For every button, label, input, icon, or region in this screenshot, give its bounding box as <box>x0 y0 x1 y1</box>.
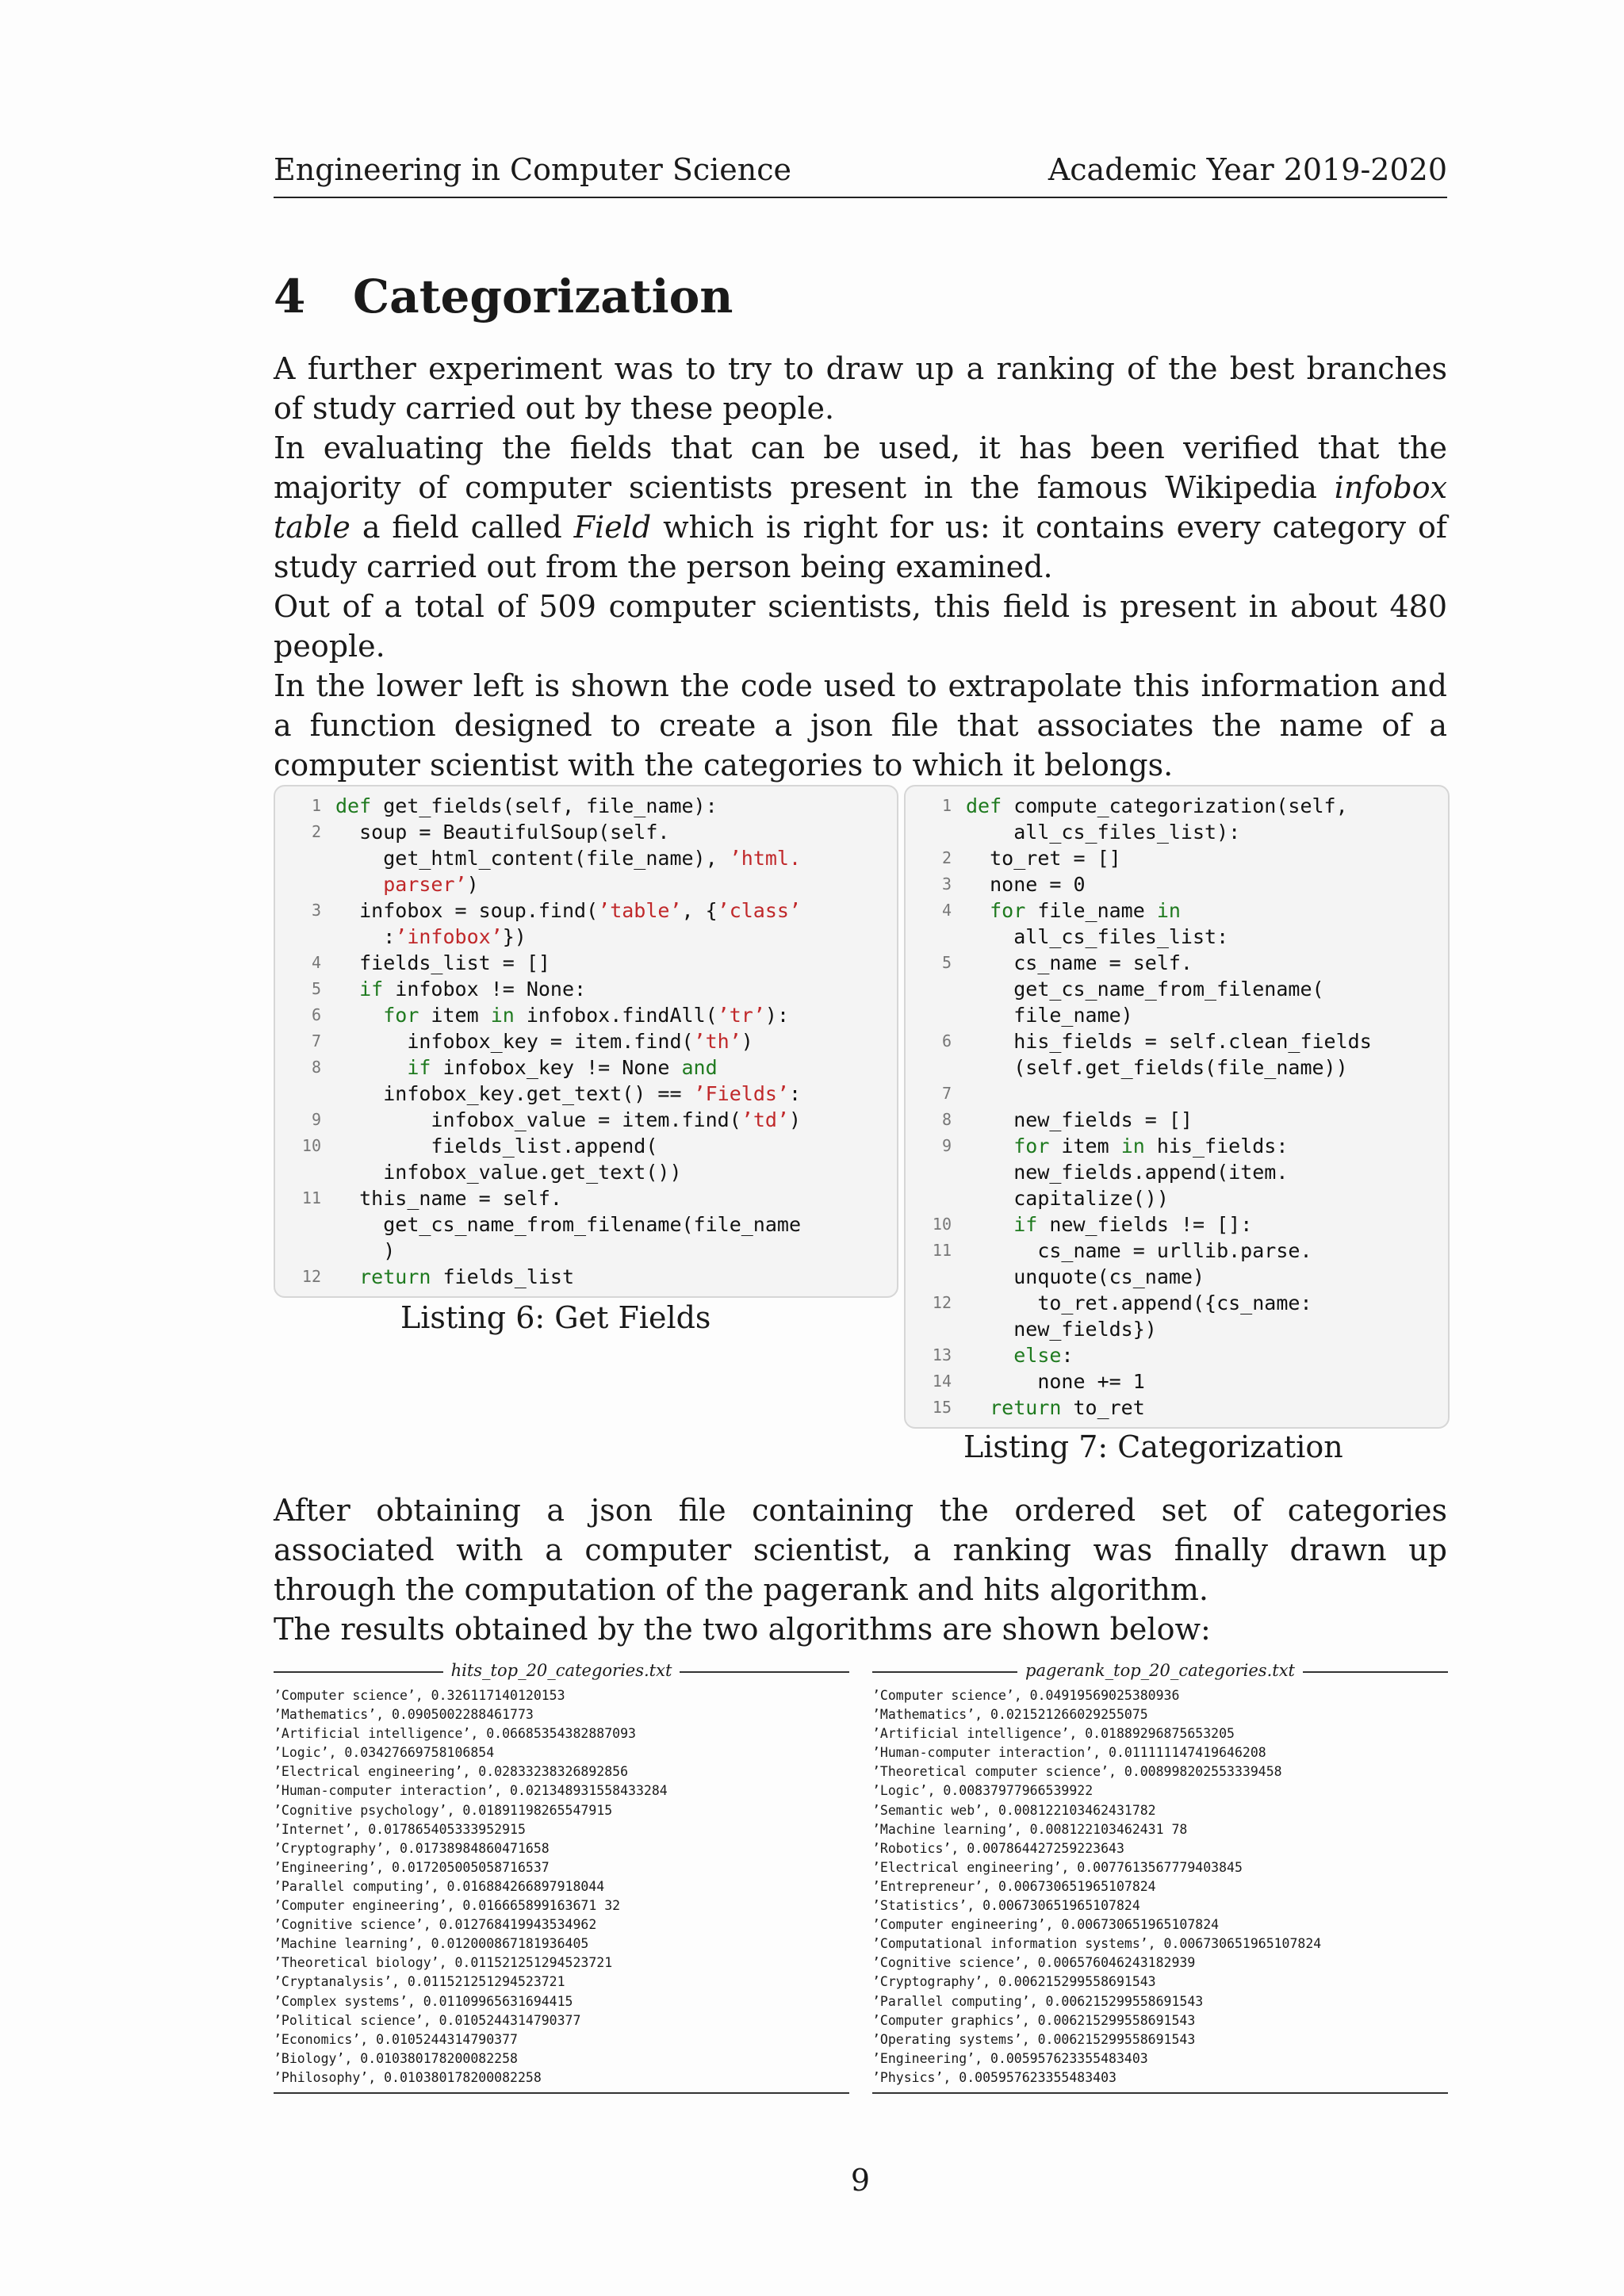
code-line <box>275 1054 886 1081</box>
line-number <box>906 1054 966 1081</box>
code-text: if new_fields != []: <box>1013 1213 1253 1236</box>
result-line: ’Computer engineering’, 0.016665899163671 32 <box>274 1898 621 1914</box>
code-text: get_cs_name_from_filename(file_name <box>335 1213 802 1236</box>
code-line <box>275 1002 886 1028</box>
code-line <box>275 1159 886 1185</box>
code-line <box>275 1211 886 1238</box>
code-line <box>906 1316 1437 1342</box>
rule <box>872 2092 1448 2094</box>
code-text: infobox_value = item.find(’td’) <box>335 1108 802 1131</box>
result-line: ’Computer engineering’, 0.006730651965107824 <box>872 1917 1220 1933</box>
code-line <box>906 845 1437 871</box>
line-number <box>906 1159 966 1185</box>
listing-caption: Listing 7: Categorization <box>963 1429 1343 1464</box>
file-name <box>872 1661 1448 1680</box>
code-text: none += 1 <box>966 1370 1145 1393</box>
result-line: ’Theoretical computer science’, 0.008998202553339458 <box>872 1764 1282 1780</box>
code-text: def compute_categorization(self, <box>966 794 1348 817</box>
line-number: 11 <box>301 1188 321 1207</box>
code-text: return fields_list <box>359 1265 575 1288</box>
code-line <box>906 976 1437 1002</box>
line-number: 3 <box>941 874 952 894</box>
result-line: ’Computational information systems’, 0.006730651965107824 <box>872 1936 1322 1952</box>
rule <box>274 2092 849 2094</box>
code-text: infobox_key = item.find(’th’) <box>335 1030 753 1053</box>
code-listing-get-fields <box>274 785 898 1298</box>
result-line: ’Cryptography’, 0.01738984860471658 <box>274 1840 550 1856</box>
line-number: 10 <box>932 1215 952 1234</box>
code-line <box>906 1185 1437 1211</box>
line-number <box>906 819 966 845</box>
code-text: for item in his_fields: <box>1013 1135 1289 1158</box>
line-number: 12 <box>301 1267 321 1286</box>
code-line <box>906 1238 1437 1264</box>
result-line: ’Cryptanalysis’, 0.011521251294523721 <box>274 1974 565 1990</box>
result-line: ’Logic’, 0.00837977966539922 <box>872 1783 1094 1799</box>
file-name-text: pagerank_top_20_categories.txt <box>1017 1661 1303 1680</box>
line-number: 8 <box>941 1110 952 1129</box>
code-listing-categorization <box>904 785 1450 1429</box>
code-line <box>906 871 1437 897</box>
running-header <box>274 152 1447 198</box>
code-text: new_fields.append(item. <box>966 1161 1289 1184</box>
result-line: ’Computer science’, 0.326117140120153 <box>274 1688 565 1703</box>
code-text: soup = BeautifulSoup(self. <box>335 821 670 844</box>
result-line: ’Parallel computing’, 0.016884266897918044 <box>274 1878 605 1894</box>
code-line <box>906 1081 1437 1107</box>
code-line <box>275 1107 886 1133</box>
code-line <box>906 950 1437 976</box>
result-line: ’Artificial intelligence’, 0.01889296875653205 <box>872 1726 1235 1742</box>
code-text: his_fields = self.clean_fields <box>966 1030 1372 1053</box>
result-line: ’Semantic web’, 0.008122103462431782 <box>872 1802 1156 1818</box>
code-line <box>275 1264 886 1290</box>
result-line: ’Machine learning’, 0.012000867181936405 <box>274 1936 589 1952</box>
result-line: ’Cryptography’, 0.006215299558691543 <box>872 1974 1156 1990</box>
hits-results-box <box>274 1661 849 2094</box>
line-number: 8 <box>311 1058 321 1077</box>
code-text: parser’) <box>383 873 479 896</box>
result-line: ’Computer graphics’, 0.006215299558691543 <box>872 2012 1196 2028</box>
code-text: ) <box>335 1239 396 1262</box>
result-line: ’Machine learning’, 0.008122103462431 78 <box>872 1821 1188 1837</box>
code-text: infobox_key.get_text() == ’Fields’: <box>335 1082 802 1105</box>
code-text: for file_name in <box>990 899 1181 922</box>
code-line <box>906 897 1437 924</box>
code-text: else: <box>1013 1344 1074 1367</box>
code-text: none = 0 <box>966 873 1086 896</box>
line-number <box>275 1081 335 1107</box>
code-text: all_cs_files_list): <box>966 821 1241 844</box>
code-line <box>906 1342 1437 1368</box>
line-number: 2 <box>941 848 952 867</box>
code-line <box>906 1159 1437 1185</box>
code-line <box>906 1395 1437 1421</box>
code-text: all_cs_files_list: <box>966 925 1229 948</box>
result-line: ’Logic’, 0.03427669758106854 <box>274 1745 495 1761</box>
pagerank-results-box <box>872 1661 1448 2094</box>
code-line <box>275 897 886 924</box>
results-intro <box>274 1490 1447 1649</box>
text-run: which is right for us: it contains every category of study carried out from the person being examined. <box>274 510 1447 584</box>
text-run: In evaluating the fields that can be used, it has been verified that the majority of computer scientists present in the famous Wikipedia <box>274 430 1447 505</box>
line-number: 12 <box>932 1293 952 1312</box>
code-text: (self.get_fields(file_name)) <box>966 1056 1348 1079</box>
section-number: 4 <box>274 270 306 323</box>
line-number: 9 <box>311 1110 321 1129</box>
code-line <box>906 1028 1437 1054</box>
result-line: ’Parallel computing’, 0.006215299558691543 <box>872 1993 1204 2009</box>
code-text: for item in infobox.findAll(’tr’): <box>383 1004 789 1027</box>
result-line: ’Internet’, 0.017865405333952915 <box>274 1821 526 1837</box>
result-line: ’Mathematics’, 0.021521266029255075 <box>872 1707 1148 1723</box>
header-year: Academic Year 2019-2020 <box>1048 152 1447 187</box>
result-line: ’Cognitive science’, 0.012768419943534962 <box>274 1917 597 1933</box>
result-line: ’Biology’, 0.010380178200082258 <box>274 2050 518 2066</box>
code-line <box>275 793 886 819</box>
code-text: def get_fields(self, file_name): <box>335 794 718 817</box>
code-text: if infobox_key != None and <box>407 1056 718 1079</box>
code-text: fields_list = [] <box>335 951 550 974</box>
line-number <box>275 1211 335 1238</box>
listing-caption: Listing 6: Get Fields <box>400 1300 711 1335</box>
result-line: ’Operating systems’, 0.006215299558691543 <box>872 2031 1196 2047</box>
code-line <box>275 845 886 871</box>
line-number: 4 <box>941 901 952 920</box>
code-text: unquote(cs_name) <box>966 1265 1205 1288</box>
line-number: 7 <box>941 1084 952 1103</box>
line-number: 4 <box>311 953 321 972</box>
code-line <box>906 1054 1437 1081</box>
result-line: ’Physics’, 0.005957623355483403 <box>872 2069 1116 2085</box>
result-line: ’Cognitive psychology’, 0.01891198265547915 <box>274 1802 613 1818</box>
result-line: ’Statistics’, 0.006730651965107824 <box>872 1898 1140 1914</box>
code-line <box>906 1211 1437 1238</box>
result-line: ’Economics’, 0.0105244314790377 <box>274 2031 518 2047</box>
result-line: ’Human-computer interaction’, 0.011111147419646208 <box>872 1745 1266 1761</box>
line-number: 10 <box>301 1136 321 1155</box>
line-number: 5 <box>941 953 952 972</box>
result-line: ’Mathematics’, 0.0905002288461773 <box>274 1707 534 1723</box>
line-number <box>906 976 966 1002</box>
code-text: this_name = self. <box>335 1187 562 1210</box>
code-text: if infobox != None: <box>359 978 587 1001</box>
result-line: ’Engineering’, 0.005957623355483403 <box>872 2050 1148 2066</box>
line-number <box>906 1185 966 1211</box>
code-line <box>275 1028 886 1054</box>
line-number <box>275 845 335 871</box>
code-line <box>906 1368 1437 1395</box>
result-title <box>274 1661 849 1682</box>
code-line <box>275 819 886 845</box>
code-line <box>906 1133 1437 1159</box>
code-line <box>275 1238 886 1264</box>
header-course: Engineering in Computer Science <box>274 152 792 187</box>
result-line: ’Engineering’, 0.017205005058716537 <box>274 1859 550 1875</box>
line-number: 15 <box>932 1398 952 1417</box>
emphasis: Field <box>573 510 652 545</box>
file-name <box>274 1661 849 1680</box>
result-line: ’Artificial intelligence’, 0.06685354382887093 <box>274 1726 636 1742</box>
result-line: ’Philosophy’, 0.010380178200082258 <box>274 2069 542 2085</box>
paragraph: In the lower left is shown the code used to extrapolate this information and a function designed to create a json file that associates the name of a computer scientist with the categories to which it belongs. <box>274 668 1447 783</box>
paragraph: The results obtained by the two algorithms are shown below: <box>274 1612 1211 1647</box>
code-line <box>906 1002 1437 1028</box>
line-number: 7 <box>311 1031 321 1050</box>
line-number <box>275 871 335 897</box>
line-number: 5 <box>311 979 321 998</box>
line-number: 9 <box>941 1136 952 1155</box>
line-number <box>275 924 335 950</box>
code-line <box>275 1133 886 1159</box>
code-text: to_ret.append({cs_name: <box>966 1292 1312 1314</box>
code-text: file_name) <box>966 1004 1133 1027</box>
code-line <box>906 1107 1437 1133</box>
line-number <box>275 1238 335 1264</box>
code-text: :’infobox’}) <box>335 925 527 948</box>
result-line: ’Political science’, 0.0105244314790377 <box>274 2012 581 2028</box>
line-number <box>275 1159 335 1185</box>
line-number <box>906 1002 966 1028</box>
code-text: fields_list.append( <box>335 1135 658 1158</box>
code-line <box>906 1290 1437 1316</box>
result-line: ’Electrical engineering’, 0.0077613567779403845 <box>872 1859 1243 1875</box>
code-line <box>275 1185 886 1211</box>
code-line <box>906 793 1437 819</box>
line-number <box>906 1316 966 1342</box>
code-text: cs_name = urllib.parse. <box>966 1239 1312 1262</box>
code-line <box>275 976 886 1002</box>
code-text: cs_name = self. <box>966 951 1193 974</box>
result-line: ’Robotics’, 0.007864427259223643 <box>872 1840 1124 1856</box>
line-number <box>906 1264 966 1290</box>
line-number: 1 <box>311 796 321 815</box>
paragraph: After obtaining a json file containing the ordered set of categories associated with a computer scientist, a ranking was finally drawn up through the computation of the pagerank and hits algorithm. <box>274 1493 1447 1607</box>
pagerank-lines <box>872 1682 1448 2092</box>
code-line <box>275 950 886 976</box>
code-text: infobox_value.get_text()) <box>335 1161 682 1184</box>
line-number: 1 <box>941 796 952 815</box>
text-run: a field called <box>350 510 574 545</box>
line-number <box>906 924 966 950</box>
result-line: ’Entrepreneur’, 0.006730651965107824 <box>872 1878 1156 1894</box>
code-line <box>275 1081 886 1107</box>
line-number: 6 <box>311 1005 321 1024</box>
code-text: return to_ret <box>990 1396 1145 1419</box>
page-number: 9 <box>850 2163 871 2198</box>
code-text: get_cs_name_from_filename( <box>966 978 1324 1001</box>
code-text: new_fields = [] <box>966 1108 1193 1131</box>
code-line <box>275 924 886 950</box>
result-line: ’Cognitive science’, 0.006576046243182939 <box>872 1955 1196 1971</box>
code-line <box>906 1264 1437 1290</box>
line-number: 3 <box>311 901 321 920</box>
paragraph: A further experiment was to try to draw up a ranking of the best branches of study carried out by these people. <box>274 351 1447 426</box>
result-line: ’Computer science’, 0.04919569025380936 <box>872 1688 1180 1703</box>
code-line <box>906 924 1437 950</box>
line-number: 6 <box>941 1031 952 1050</box>
file-name-text: hits_top_20_categories.txt <box>443 1661 680 1680</box>
result-line: ’Complex systems’, 0.01109965631694415 <box>274 1993 573 2009</box>
line-number: 14 <box>932 1372 952 1391</box>
section-heading <box>274 270 733 323</box>
line-number: 11 <box>932 1241 952 1260</box>
result-line: ’Theoretical biology’, 0.011521251294523721 <box>274 1955 613 1971</box>
code-text: new_fields}) <box>966 1318 1157 1341</box>
result-title <box>872 1661 1448 1682</box>
result-line: ’Human-computer interaction’, 0.021348931558433284 <box>274 1783 668 1799</box>
code-text: infobox = soup.find(’table’, {’class’ <box>335 899 802 922</box>
code-text: get_html_content(file_name), ’html. <box>335 847 802 870</box>
code-text: capitalize()) <box>966 1187 1169 1210</box>
paragraph: Out of a total of 509 computer scientists, this field is present in about 480 people. <box>274 589 1447 664</box>
intro-text <box>274 349 1447 785</box>
section-title: Categorization <box>353 270 733 323</box>
code-text: to_ret = [] <box>966 847 1121 870</box>
paragraph <box>274 428 1447 587</box>
code-text <box>966 1081 1437 1107</box>
line-number: 2 <box>311 822 321 841</box>
emphasis: infobox table <box>274 470 1447 545</box>
line-number: 13 <box>932 1345 952 1364</box>
hits-lines <box>274 1682 849 2092</box>
code-line <box>275 871 886 897</box>
result-line: ’Electrical engineering’, 0.02833238326892856 <box>274 1764 629 1780</box>
code-line <box>906 819 1437 845</box>
